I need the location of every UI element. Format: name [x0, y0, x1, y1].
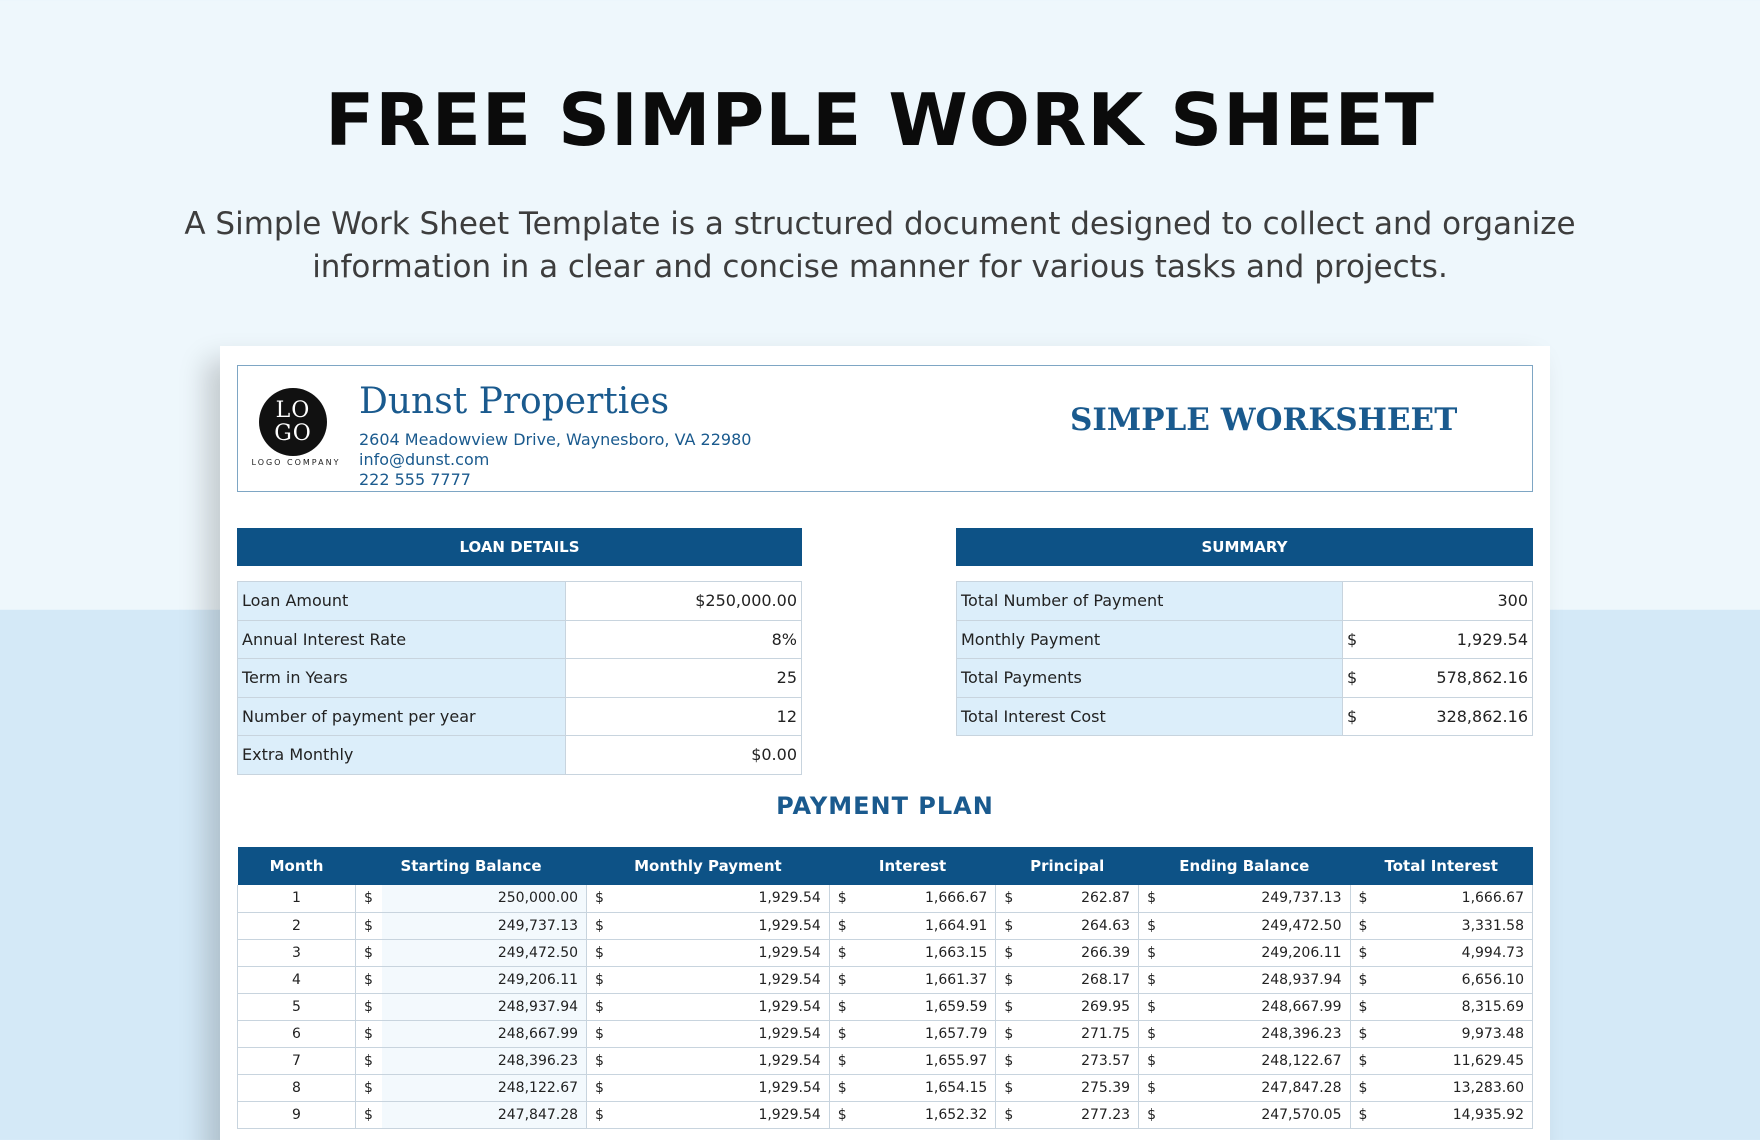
- cell-currency: $: [1139, 1047, 1165, 1074]
- summary-row: [957, 697, 1533, 736]
- cell-total-interest: 6,656.10: [1376, 966, 1533, 993]
- loan-row: [238, 659, 802, 698]
- table-row: [238, 1020, 1533, 1047]
- cell-currency: $: [587, 1047, 613, 1074]
- loan-value: 25: [566, 659, 802, 698]
- cell-currency: $: [829, 885, 855, 912]
- cell-total-interest: 4,994.73: [1376, 939, 1533, 966]
- table-row: [238, 939, 1533, 966]
- cell-currency: $: [587, 885, 613, 912]
- cell-currency: $: [1350, 912, 1376, 939]
- cell-monthly-payment: 1,929.54: [613, 966, 830, 993]
- cell-currency: $: [1139, 966, 1165, 993]
- cell-month: 6: [238, 1020, 356, 1047]
- cell-currency: $: [1350, 1020, 1376, 1047]
- cell-month: 3: [238, 939, 356, 966]
- payment-plan-body: [238, 885, 1533, 1128]
- cell-currency: $: [356, 1047, 382, 1074]
- cell-currency: $: [1350, 966, 1376, 993]
- cell-month: 2: [238, 912, 356, 939]
- cell-currency: $: [356, 912, 382, 939]
- column-header-starting-balance: Starting Balance: [356, 847, 587, 885]
- cell-starting-balance: 248,396.23: [382, 1047, 587, 1074]
- cell-currency: $: [356, 966, 382, 993]
- cell-interest: 1,666.67: [855, 885, 996, 912]
- column-header-monthly-payment: Monthly Payment: [587, 847, 830, 885]
- summary-currency: $: [1343, 659, 1373, 698]
- summary-row: [957, 659, 1533, 698]
- cell-currency: $: [829, 1020, 855, 1047]
- cell-currency: $: [356, 993, 382, 1020]
- cell-principal: 262.87: [1022, 885, 1139, 912]
- cell-currency: $: [587, 1101, 613, 1128]
- cell-currency: $: [1139, 993, 1165, 1020]
- loan-row: [238, 582, 802, 621]
- cell-monthly-payment: 1,929.54: [613, 912, 830, 939]
- cell-currency: $: [1139, 1074, 1165, 1101]
- cell-starting-balance: 249,737.13: [382, 912, 587, 939]
- hero-title: FREE SIMPLE WORK SHEET: [325, 78, 1435, 162]
- cell-monthly-payment: 1,929.54: [613, 885, 830, 912]
- cell-currency: $: [829, 1101, 855, 1128]
- cell-currency: $: [587, 1074, 613, 1101]
- cell-currency: $: [1139, 912, 1165, 939]
- worksheet-preview: [220, 346, 1550, 1140]
- cell-month: 7: [238, 1047, 356, 1074]
- loan-label: Loan Amount: [238, 582, 566, 621]
- cell-ending-balance: 249,206.11: [1165, 939, 1350, 966]
- cell-currency: $: [356, 939, 382, 966]
- cell-interest: 1,661.37: [855, 966, 996, 993]
- cell-starting-balance: 248,122.67: [382, 1074, 587, 1101]
- summary-label: Total Number of Payment: [957, 582, 1343, 621]
- cell-total-interest: 11,629.45: [1376, 1047, 1533, 1074]
- cell-starting-balance: 250,000.00: [382, 885, 587, 912]
- summary-value: 300: [1373, 582, 1533, 621]
- cell-principal: 266.39: [1022, 939, 1139, 966]
- cell-principal: 269.95: [1022, 993, 1139, 1020]
- summary-currency: $: [1343, 620, 1373, 659]
- cell-starting-balance: 248,937.94: [382, 993, 587, 1020]
- cell-currency: $: [996, 1020, 1022, 1047]
- loan-value: 8%: [566, 620, 802, 659]
- cell-ending-balance: 248,937.94: [1165, 966, 1350, 993]
- company-address: 2604 Meadowview Drive, Waynesboro, VA 22980: [359, 430, 752, 449]
- loan-row: [238, 620, 802, 659]
- summary-label: Total Interest Cost: [957, 697, 1343, 736]
- table-row: [238, 1101, 1533, 1128]
- cell-currency: $: [1139, 1101, 1165, 1128]
- company-email: info@dunst.com: [359, 450, 490, 469]
- summary-label: Monthly Payment: [957, 620, 1343, 659]
- cell-currency: $: [356, 1101, 382, 1128]
- cell-currency: $: [587, 966, 613, 993]
- cell-currency: $: [1350, 1047, 1376, 1074]
- hero-description: A Simple Work Sheet Template is a structured document designed to collect and organize information in a clear and concise manner for various tasks and projects.: [184, 206, 1576, 285]
- cell-starting-balance: 247,847.28: [382, 1101, 587, 1128]
- summary-value: 328,862.16: [1373, 697, 1533, 736]
- cell-currency: $: [829, 993, 855, 1020]
- payment-plan-header-row: [238, 847, 1533, 885]
- loan-label: Number of payment per year: [238, 697, 566, 736]
- table-row: [238, 885, 1533, 912]
- cell-currency: $: [996, 885, 1022, 912]
- cell-principal: 268.17: [1022, 966, 1139, 993]
- cell-month: 5: [238, 993, 356, 1020]
- cell-currency: $: [1350, 939, 1376, 966]
- cell-starting-balance: 249,206.11: [382, 966, 587, 993]
- summary-currency: $: [1343, 697, 1373, 736]
- cell-total-interest: 8,315.69: [1376, 993, 1533, 1020]
- summary-value: 1,929.54: [1373, 620, 1533, 659]
- cell-currency: $: [829, 912, 855, 939]
- loan-value: $0.00: [566, 736, 802, 775]
- table-row: [238, 1074, 1533, 1101]
- cell-currency: $: [587, 993, 613, 1020]
- cell-currency: $: [1350, 885, 1376, 912]
- cell-principal: 277.23: [1022, 1101, 1139, 1128]
- cell-month: 1: [238, 885, 356, 912]
- loan-row: [238, 736, 802, 775]
- cell-currency: $: [356, 1074, 382, 1101]
- loan-label: Extra Monthly: [238, 736, 566, 775]
- summary-row: [957, 582, 1533, 621]
- cell-ending-balance: 248,122.67: [1165, 1047, 1350, 1074]
- cell-interest: 1,664.91: [855, 912, 996, 939]
- cell-month: 4: [238, 966, 356, 993]
- company-phone: 222 555 7777: [359, 470, 471, 489]
- cell-total-interest: 9,973.48: [1376, 1020, 1533, 1047]
- loan-details-table: [237, 581, 802, 775]
- loan-value: $250,000.00: [566, 582, 802, 621]
- cell-currency: $: [356, 1020, 382, 1047]
- cell-currency: $: [829, 1047, 855, 1074]
- cell-ending-balance: 248,667.99: [1165, 993, 1350, 1020]
- cell-currency: $: [587, 939, 613, 966]
- table-row: [238, 912, 1533, 939]
- cell-ending-balance: 248,396.23: [1165, 1020, 1350, 1047]
- summary-heading: SUMMARY: [956, 528, 1533, 566]
- cell-ending-balance: 249,737.13: [1165, 885, 1350, 912]
- cell-currency: $: [996, 1101, 1022, 1128]
- cell-total-interest: 13,283.60: [1376, 1074, 1533, 1101]
- cell-currency: $: [996, 912, 1022, 939]
- cell-monthly-payment: 1,929.54: [613, 993, 830, 1020]
- column-header-interest: Interest: [829, 847, 996, 885]
- cell-currency: $: [996, 939, 1022, 966]
- cell-ending-balance: 247,847.28: [1165, 1074, 1350, 1101]
- cell-total-interest: 1,666.67: [1376, 885, 1533, 912]
- cell-currency: $: [1350, 1074, 1376, 1101]
- cell-month: 8: [238, 1074, 356, 1101]
- cell-principal: 271.75: [1022, 1020, 1139, 1047]
- logo-text-top: LO: [275, 398, 311, 423]
- cell-interest: 1,652.32: [855, 1101, 996, 1128]
- cell-starting-balance: 249,472.50: [382, 939, 587, 966]
- loan-details-heading: LOAN DETAILS: [237, 528, 802, 566]
- cell-currency: $: [1350, 993, 1376, 1020]
- cell-currency: $: [829, 966, 855, 993]
- cell-interest: 1,657.79: [855, 1020, 996, 1047]
- table-row: [238, 993, 1533, 1020]
- summary-row: [957, 620, 1533, 659]
- cell-currency: $: [829, 1074, 855, 1101]
- cell-currency: $: [1350, 1101, 1376, 1128]
- cell-ending-balance: 249,472.50: [1165, 912, 1350, 939]
- cell-monthly-payment: 1,929.54: [613, 1101, 830, 1128]
- cell-currency: $: [996, 1074, 1022, 1101]
- logo-caption: LOGO COMPANY: [251, 458, 341, 467]
- cell-monthly-payment: 1,929.54: [613, 1047, 830, 1074]
- cell-interest: 1,659.59: [855, 993, 996, 1020]
- cell-interest: 1,654.15: [855, 1074, 996, 1101]
- loan-row: [238, 697, 802, 736]
- cell-currency: $: [996, 966, 1022, 993]
- cell-total-interest: 3,331.58: [1376, 912, 1533, 939]
- company-header: [237, 365, 1533, 492]
- cell-monthly-payment: 1,929.54: [613, 939, 830, 966]
- company-logo: [259, 388, 327, 456]
- cell-interest: 1,663.15: [855, 939, 996, 966]
- cell-principal: 273.57: [1022, 1047, 1139, 1074]
- worksheet-title: SIMPLE WORKSHEET: [1070, 402, 1458, 438]
- cell-currency: $: [829, 939, 855, 966]
- cell-currency: $: [587, 912, 613, 939]
- loan-value: 12: [566, 697, 802, 736]
- table-row: [238, 966, 1533, 993]
- cell-currency: $: [996, 1047, 1022, 1074]
- cell-starting-balance: 248,667.99: [382, 1020, 587, 1047]
- payment-plan-table: [237, 847, 1533, 1129]
- column-header-principal: Principal: [996, 847, 1139, 885]
- cell-interest: 1,655.97: [855, 1047, 996, 1074]
- cell-currency: $: [996, 993, 1022, 1020]
- logo-text-bottom: GO: [274, 421, 312, 446]
- summary-label: Total Payments: [957, 659, 1343, 698]
- cell-currency: $: [1139, 1020, 1165, 1047]
- loan-label: Annual Interest Rate: [238, 620, 566, 659]
- payment-plan-title: PAYMENT PLAN: [776, 792, 994, 820]
- column-header-ending-balance: Ending Balance: [1139, 847, 1350, 885]
- cell-principal: 264.63: [1022, 912, 1139, 939]
- summary-table: [956, 581, 1533, 736]
- loan-label: Term in Years: [238, 659, 566, 698]
- cell-currency: $: [1139, 939, 1165, 966]
- table-row: [238, 1047, 1533, 1074]
- cell-currency: $: [356, 885, 382, 912]
- company-name: Dunst Properties: [359, 381, 670, 422]
- cell-monthly-payment: 1,929.54: [613, 1074, 830, 1101]
- cell-ending-balance: 247,570.05: [1165, 1101, 1350, 1128]
- cell-currency: $: [1139, 885, 1165, 912]
- cell-total-interest: 14,935.92: [1376, 1101, 1533, 1128]
- summary-value: 578,862.16: [1373, 659, 1533, 698]
- column-header-month: Month: [238, 847, 356, 885]
- cell-currency: $: [587, 1020, 613, 1047]
- cell-month: 9: [238, 1101, 356, 1128]
- summary-currency: [1343, 582, 1373, 621]
- column-header-total-interest: Total Interest: [1350, 847, 1533, 885]
- cell-monthly-payment: 1,929.54: [613, 1020, 830, 1047]
- cell-principal: 275.39: [1022, 1074, 1139, 1101]
